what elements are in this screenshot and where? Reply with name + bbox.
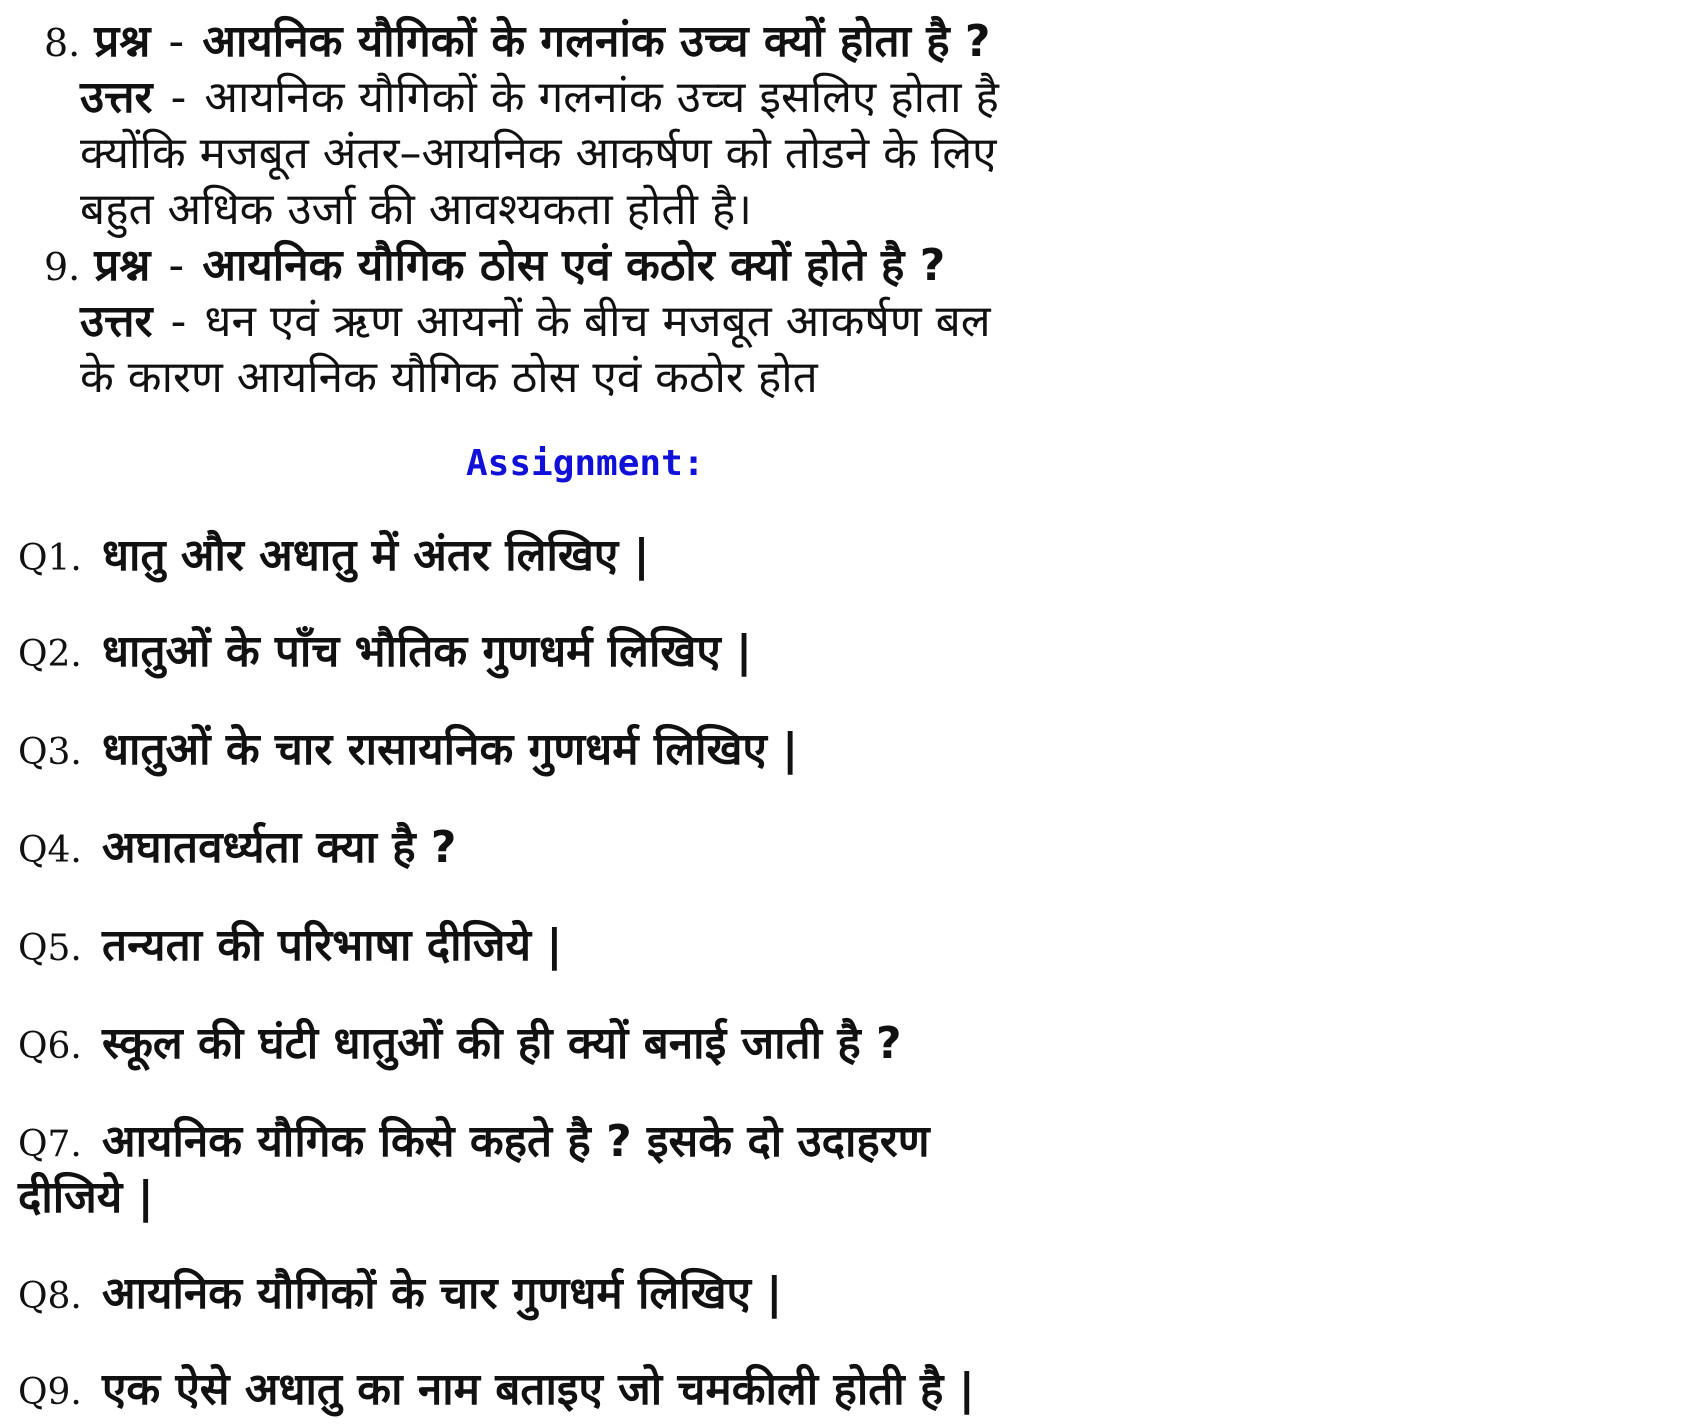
- question-number: Q1.: [18, 538, 82, 579]
- question-text: आयनिक यौगिकों के गलनांक उच्च क्यों होता है ?: [202, 16, 991, 67]
- question-text: आयनिक यौगिक किसे कहते है ? इसके दो उदाहरण: [102, 1116, 930, 1167]
- question-text: स्कूल की घंटी धातुओं की ही क्यों बनाई जाती है ?: [102, 1018, 902, 1069]
- assignment-question-7: [18, 1114, 930, 1173]
- question-8: [44, 14, 990, 71]
- question-number: Q6.: [18, 1026, 82, 1067]
- question-number: Q2.: [18, 634, 82, 675]
- question-number: Q7.: [18, 1124, 82, 1165]
- dash: -: [170, 72, 187, 123]
- dash: -: [168, 240, 185, 291]
- assignment-heading: Assignment:: [466, 443, 705, 484]
- question-text: धातुओं के चार रासायनिक गुणधर्म लिखिए |: [102, 724, 799, 775]
- question-number: Q3.: [18, 732, 82, 773]
- question-number: 8.: [44, 21, 81, 65]
- answer-label: उत्तर: [80, 72, 153, 123]
- question-text: तन्यता की परिभाषा दीजिये |: [102, 920, 563, 971]
- question-number: Q8.: [18, 1276, 82, 1317]
- question-text: धातुओं के पाँच भौतिक गुणधर्म लिखिए |: [102, 626, 753, 677]
- question-text: एक ऐसे अधातु का नाम बताइए जो चमकीली होती है |: [102, 1364, 975, 1415]
- question-9: [44, 238, 945, 295]
- answer-9-line-1: [80, 294, 991, 350]
- assignment-question-1: [18, 528, 650, 587]
- assignment-question-7-continuation: दीजिये |: [18, 1172, 154, 1223]
- answer-8-line-3: बहुत अधिक उर्जा की आवश्यकता होती है।: [80, 184, 752, 235]
- assignment-question-5: [18, 918, 562, 977]
- dash: -: [170, 296, 187, 347]
- assignment-question-6: [18, 1016, 902, 1075]
- answer-8-line-1: [80, 70, 999, 126]
- question-text: अघातवर्ध्यता क्या है ?: [102, 822, 457, 873]
- question-text: आयनिक यौगिकों के चार गुणधर्म लिखिए |: [102, 1268, 783, 1319]
- dash: -: [168, 16, 185, 67]
- question-text: धातु और अधातु में अंतर लिखिए |: [102, 530, 650, 581]
- assignment-question-9: [18, 1362, 975, 1421]
- answer-9-line-2: के कारण आयनिक यौगिक ठोस एवं कठोर होत: [80, 352, 818, 403]
- question-label: प्रश्न: [94, 240, 151, 291]
- answer-8-line-2: क्योंकि मजबूत अंतर–आयनिक आकर्षण को तोडने के लिए: [80, 128, 997, 179]
- question-number: Q4.: [18, 830, 82, 871]
- assignment-question-3: [18, 722, 798, 781]
- assignment-question-2: [18, 624, 752, 683]
- question-number: 9.: [44, 245, 81, 289]
- question-number: Q5.: [18, 928, 82, 969]
- assignment-question-4: [18, 820, 456, 879]
- answer-text: धन एवं ऋण आयनों के बीच मजबूत आकर्षण बल: [204, 296, 991, 347]
- answer-text: आयनिक यौगिकों के गलनांक उच्च इसलिए होता है: [204, 72, 999, 123]
- assignment-question-8: [18, 1266, 782, 1325]
- answer-label: उत्तर: [80, 296, 153, 347]
- question-label: प्रश्न: [94, 16, 151, 67]
- question-text: आयनिक यौगिक ठोस एवं कठोर क्यों होते है ?: [202, 240, 946, 291]
- question-number: Q9.: [18, 1372, 82, 1413]
